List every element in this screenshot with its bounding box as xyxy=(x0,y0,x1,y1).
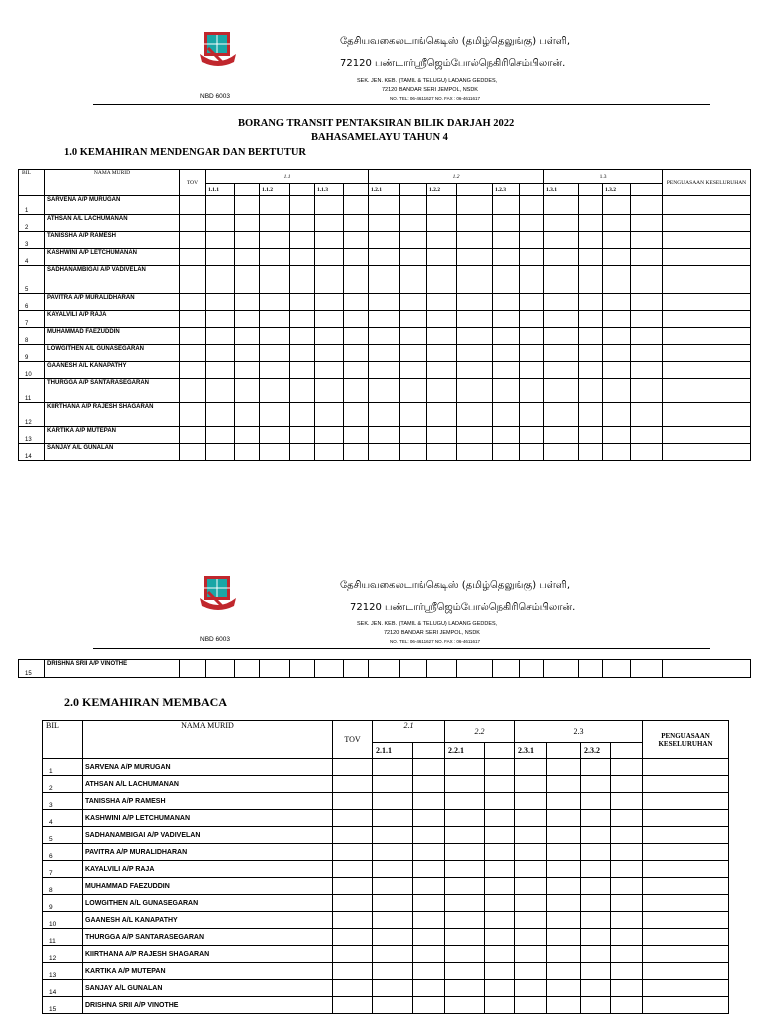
student-name: SANJAY A/L GUNALAN xyxy=(83,980,333,997)
row-number: 15 xyxy=(43,997,83,1014)
table-row xyxy=(19,345,751,362)
sub-1-1-1: 1.1.1 xyxy=(206,184,235,196)
table-row xyxy=(43,759,729,776)
sub-2-2-1: 2.2.1 xyxy=(445,743,485,759)
student-name: PAVITRA A/P MURALIDHARAN xyxy=(83,844,333,861)
table-row xyxy=(19,379,751,403)
student-name: TANISSHA A/P RAMESH xyxy=(83,793,333,810)
assessment-table-1 xyxy=(18,169,751,461)
row-number: 5 xyxy=(19,266,45,294)
form-title: BORANG TRANSIT PENTAKSIRAN BILIK DARJAH 2022 xyxy=(238,118,515,129)
student-name: MUHAMMAD FAEZUDDIN xyxy=(45,328,180,345)
row-number: 8 xyxy=(43,878,83,895)
table-row xyxy=(43,810,729,827)
school-address: 72120 BANDAR SERI JEMPOL, NSDK xyxy=(382,87,478,93)
sub-2-3-1: 2.3.1 xyxy=(515,743,547,759)
table-row xyxy=(43,776,729,793)
row-number: 12 xyxy=(19,403,45,427)
student-name: ATHSAN A/L LACHUMANAN xyxy=(45,215,180,232)
row-number: 3 xyxy=(19,232,45,249)
col-penguasaan-2: PENGUASAAN KESELURUHAN xyxy=(643,721,729,759)
table-row xyxy=(19,362,751,379)
group-1-3: 1.3 xyxy=(544,170,663,184)
school-contact: NO. TEL: 06-4611627 NO. FAX : 06-4611617 xyxy=(390,96,481,101)
row-number: 1 xyxy=(19,196,45,215)
row-number: 5 xyxy=(43,827,83,844)
table-row xyxy=(19,403,751,427)
table-row xyxy=(19,249,751,266)
row-number: 4 xyxy=(43,810,83,827)
table-row xyxy=(19,444,751,461)
school-name-p2: SEK. JEN. KEB. (TAMIL & TELUGU) LADANG GEDDES, xyxy=(357,621,498,627)
group-1-2: 1.2 xyxy=(369,170,544,184)
school-contact-p2: NO. TEL: 06-4611627 NO. FAX : 06-4611617 xyxy=(390,639,481,644)
student-name: SANJAY A/L GUNALAN xyxy=(45,444,180,461)
table-row xyxy=(43,895,729,912)
row-number: 3 xyxy=(43,793,83,810)
col-tov: TOV xyxy=(180,170,206,196)
sub-1-1-2: 1.1.2 xyxy=(260,184,290,196)
table-row xyxy=(19,266,751,294)
row-number: 2 xyxy=(43,776,83,793)
row-number: 10 xyxy=(43,912,83,929)
student-name: KIIRTHANA A/P RAJESH SHAGARAN xyxy=(45,403,180,427)
tamil-line-1: தேசியவகைலடாங்கெடிஸ் (தமிழ்தெலுங்கு) பள்ளி, xyxy=(340,36,571,47)
row-number: 14 xyxy=(43,980,83,997)
sub-1-3-2: 1.3.2 xyxy=(603,184,631,196)
assessment-table-1-continued xyxy=(18,659,751,678)
student-name: KAYALVILI A/P RAJA xyxy=(83,861,333,878)
tamil-line-1-p2: தேசியவகைலடாங்கெடிஸ் (தமிழ்தெலுங்கு) பள்ளி, xyxy=(340,580,571,591)
header-rule-p2 xyxy=(93,648,710,649)
table-row xyxy=(19,294,751,311)
form-subtitle: BAHASAMELAYU TAHUN 4 xyxy=(311,132,448,143)
student-name: TANISSHA A/P RAMESH xyxy=(45,232,180,249)
student-name: KARTIKA A/P MUTEPAN xyxy=(83,963,333,980)
table-row xyxy=(43,878,729,895)
col-bil: BIL xyxy=(19,170,45,196)
table-row xyxy=(43,793,729,810)
school-address-p2: 72120 BANDAR SERI JEMPOL, NSDK xyxy=(384,630,480,636)
table-row xyxy=(43,963,729,980)
row-number: 7 xyxy=(43,861,83,878)
student-name: KASHWINI A/P LETCHUMANAN xyxy=(83,810,333,827)
student-name: GAANESH A/L KANAPATHY xyxy=(45,362,180,379)
row-number: 14 xyxy=(19,444,45,461)
row-number: 13 xyxy=(43,963,83,980)
group-2-2: 2.2 xyxy=(445,721,515,743)
group-2-1: 2.1 xyxy=(373,721,445,743)
row-number: 11 xyxy=(19,379,45,403)
sub-1-2-2: 1.2.2 xyxy=(427,184,457,196)
table-row xyxy=(19,328,751,345)
section2-heading: 2.0 KEMAHIRAN MEMBACA xyxy=(64,695,227,709)
row-number: 8 xyxy=(19,328,45,345)
table-row xyxy=(19,196,751,215)
row-number: 11 xyxy=(43,929,83,946)
group-2-3: 2.3 xyxy=(515,721,643,743)
table-row xyxy=(19,232,751,249)
row-number: 6 xyxy=(19,294,45,311)
table-row xyxy=(43,946,729,963)
col-nama: NAMA MURID xyxy=(45,170,180,196)
student-name: KARTIKA A/P MUTEPAN xyxy=(45,427,180,444)
student-name: GAANESH A/L KANAPATHY xyxy=(83,912,333,929)
table-row xyxy=(43,861,729,878)
row-number: 7 xyxy=(19,311,45,328)
sub-2-1-1: 2.1.1 xyxy=(373,743,413,759)
sub-1-2-1: 1.2.1 xyxy=(369,184,400,196)
student-name: KAYALVILI A/P RAJA xyxy=(45,311,180,328)
student-name: THURGGA A/P SANTARASEGARAN xyxy=(45,379,180,403)
col-nama-2: NAMA MURID xyxy=(83,721,333,759)
table-row xyxy=(43,827,729,844)
row-number: 1 xyxy=(43,759,83,776)
table-row xyxy=(19,427,751,444)
row-number: 10 xyxy=(19,362,45,379)
tamil-line-2: 72120 பண்டார்ஸ்ரீஜெம்போல்நெகிரிசெம்பிலான். xyxy=(340,58,566,69)
school-logo-2 xyxy=(198,574,238,614)
student-name: LOWGITHEN A/L GUNASEGARAN xyxy=(45,345,180,362)
student-name: THURGGA A/P SANTARASEGARAN xyxy=(83,929,333,946)
header-rule xyxy=(93,104,710,105)
table-row xyxy=(43,844,729,861)
student-name: PAVITRA A/P MURALIDHARAN xyxy=(45,294,180,311)
table-row xyxy=(43,912,729,929)
student-name: SADHANAMBIGAI A/P VADIVELAN xyxy=(83,827,333,844)
col-penguasaan: PENGUASAAN KESELURUHAN xyxy=(663,170,751,196)
student-name: SARVENA A/P MURUGAN xyxy=(83,759,333,776)
table-row xyxy=(43,997,729,1014)
table-row xyxy=(43,929,729,946)
student-name: SADHANAMBIGAI A/P VADIVELAN xyxy=(45,266,180,294)
school-code-p2: NBD 6003 xyxy=(200,636,230,643)
sub-2-3-2: 2.3.2 xyxy=(581,743,611,759)
school-logo xyxy=(198,30,238,70)
table-row xyxy=(19,660,751,678)
student-name: KIIRTHANA A/P RAJESH SHAGARAN xyxy=(83,946,333,963)
row-number: 9 xyxy=(43,895,83,912)
sub-1-1-3: 1.1.3 xyxy=(315,184,344,196)
student-name: DRISHNA SRII A/P VINOTHE xyxy=(83,997,333,1014)
row-number: 2 xyxy=(19,215,45,232)
school-name: SEK. JEN. KEB. (TAMIL & TELUGU) LADANG GEDDES, xyxy=(357,78,498,84)
group-1-1: 1.1 xyxy=(206,170,369,184)
sub-1-3-1: 1.3.1 xyxy=(544,184,579,196)
student-name: SARVENA A/P MURUGAN xyxy=(45,196,180,215)
row-number: 13 xyxy=(19,427,45,444)
assessment-table-2 xyxy=(42,720,729,1014)
student-name: KASHWINI A/P LETCHUMANAN xyxy=(45,249,180,266)
row-number: 9 xyxy=(19,345,45,362)
row-number: 15 xyxy=(19,660,45,678)
col-bil-2: BIL xyxy=(43,721,83,759)
student-name: LOWGITHEN A/L GUNASEGARAN xyxy=(83,895,333,912)
student-name: DRISHNA SRII A/P VINOTHE xyxy=(45,660,180,678)
table-row xyxy=(43,980,729,997)
student-name: ATHSAN A/L LACHUMANAN xyxy=(83,776,333,793)
col-tov-2: TOV xyxy=(333,721,373,759)
school-code: NBD 6003 xyxy=(200,93,230,100)
table-row xyxy=(19,311,751,328)
row-number: 4 xyxy=(19,249,45,266)
section1-heading: 1.0 KEMAHIRAN MENDENGAR DAN BERTUTUR xyxy=(64,147,307,158)
sub-1-2-3: 1.2.3 xyxy=(493,184,520,196)
table-row xyxy=(19,215,751,232)
row-number: 6 xyxy=(43,844,83,861)
row-number: 12 xyxy=(43,946,83,963)
tamil-line-2-p2: 72120 பண்டார்ஸ்ரீஜெம்போல்நெகிரிசெம்பிலான். xyxy=(350,602,576,613)
student-name: MUHAMMAD FAEZUDDIN xyxy=(83,878,333,895)
